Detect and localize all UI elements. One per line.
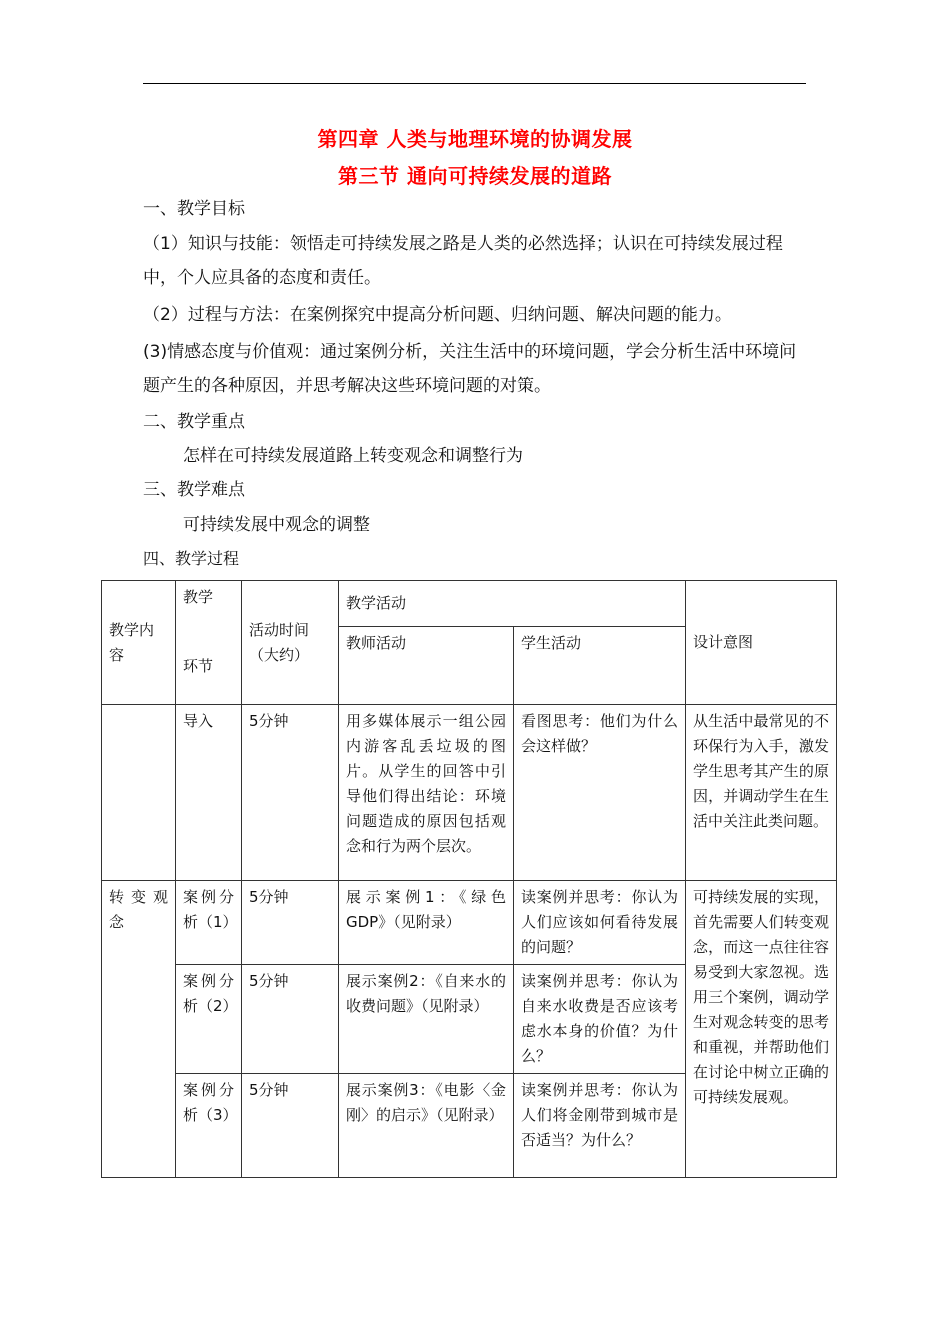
row3-link: 案例分析（2）: [176, 965, 242, 1074]
row2-link: 案例分析（1）: [176, 881, 242, 965]
row4-link: 案例分析（3）: [176, 1074, 242, 1178]
row4-teacher: 展示案例3：《电影〈金刚〉的启示》（见附录）: [339, 1074, 514, 1178]
objective-3: (3)情感态度与价值观：通过案例分析，关注生活中的环境问题，学会分析生活中环境问题产生的各种原因，并思考解决这些环境问题的对策。: [143, 342, 797, 396]
row2-student: 读案例并思考：你认为人们应该如何看待发展的问题？: [514, 881, 686, 965]
row2-time: 5分钟: [242, 881, 339, 965]
row4-time: 5分钟: [242, 1074, 339, 1178]
row1-content: [102, 705, 176, 881]
row2-teacher: 展示案例1：《绿色GDP》（见附录）: [339, 881, 514, 965]
header-content: 教学内容: [102, 581, 176, 705]
row1-intent: 从生活中最常见的不环保行为入手，激发学生思考其产生的原因，并调动学生在生活中关注此类问题。: [686, 705, 837, 881]
row3-teacher: 展示案例2：《自来水的收费问题》（见附录）: [339, 965, 514, 1074]
header-rule: [143, 83, 806, 84]
group-intent: 可持续发展的实现，首先需要人们转变观念，而这一点往往容易受到大家忽视。选用三个案例，调动学生对观念转变的思考和重视，并帮助他们在讨论中树立正确的可持续发展观。: [686, 881, 837, 1178]
row1-time: 5分钟: [242, 705, 339, 881]
row3-student: 读案例并思考：你认为自来水收费是否应该考虑水本身的价值？为什么？: [514, 965, 686, 1074]
row1-student: 看图思考：他们为什么会这样做？: [514, 705, 686, 881]
objective-1: （1）知识与技能：领悟走可持续发展之路是人类的必然选择；认识在可持续发展过程中，个人应具备的态度和责任。: [143, 234, 783, 288]
header-activity: 教学活动: [339, 581, 686, 627]
row1-teacher: 用多媒体展示一组公园内游客乱丢垃圾的图片。从学生的回答中引导他们得出结论：环境问题造成的原因包括观念和行为两个层次。: [339, 705, 514, 881]
heading-process: 四、教学过程: [143, 549, 240, 568]
key-point-text: 怎样在可持续发展道路上转变观念和调整行为: [183, 446, 523, 466]
chapter-title: 第四章 人类与地理环境的协调发展: [317, 127, 633, 151]
heading-key-point: 二、教学重点: [143, 412, 245, 432]
row3-time: 5分钟: [242, 965, 339, 1074]
heading-difficulty: 三、教学难点: [143, 480, 245, 500]
header-intent: 设计意图: [686, 581, 837, 705]
row1-link: 导入: [176, 705, 242, 881]
header-teacher: 教师活动: [339, 627, 514, 705]
objective-2: （2）过程与方法：在案例探究中提高分析问题、归纳问题、解决问题的能力。: [143, 305, 732, 325]
section-title: 第三节 通向可持续发展的道路: [338, 164, 612, 188]
header-student: 学生活动: [514, 627, 686, 705]
heading-objectives: 一、教学目标: [143, 199, 245, 219]
group-content: 转变观念: [102, 881, 176, 1178]
teaching-process-table: [101, 580, 837, 1178]
row4-student: 读案例并思考：你认为人们将金刚带到城市是否适当？为什么？: [514, 1074, 686, 1178]
difficulty-text: 可持续发展中观念的调整: [183, 515, 370, 535]
header-time: 活动时间（大约）: [242, 581, 339, 705]
header-link: 教学 环节: [176, 581, 242, 705]
